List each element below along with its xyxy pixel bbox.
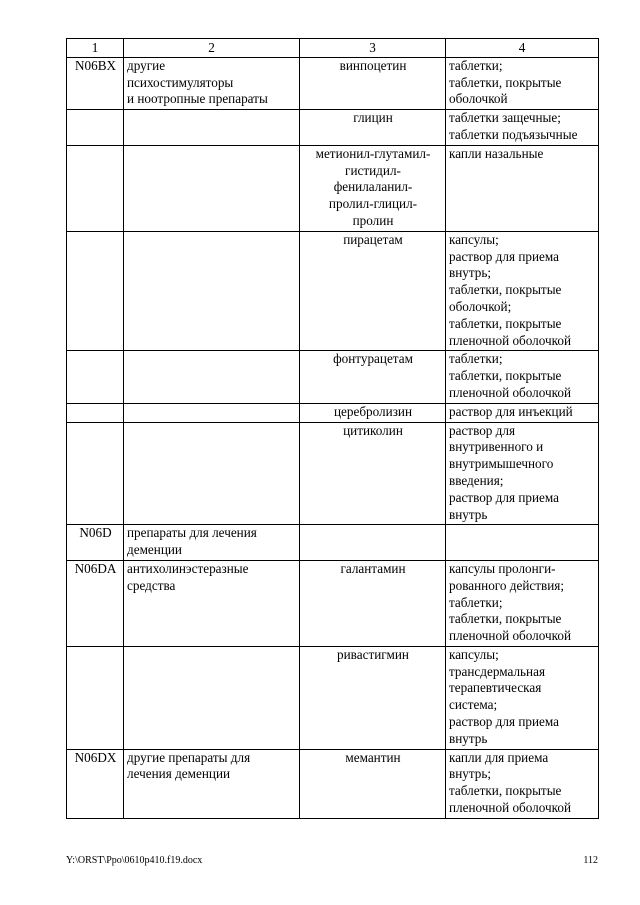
drug-name-line: мемантин (345, 749, 401, 765)
dosage-forms-line: таблетки, покрытые (449, 611, 562, 627)
atc-code-cell (67, 646, 124, 749)
drug-name-line: винпоцетин (339, 57, 407, 73)
atc-code-cell: N06DX (67, 749, 124, 818)
drug-name-line: метионил-глутамил- (315, 145, 431, 161)
atc-group-line: антихолинэстеразные (127, 560, 249, 576)
drug-table (66, 38, 599, 819)
dosage-forms-cell (446, 560, 599, 646)
dosage-forms-line: таблетки, покрытые (449, 315, 562, 331)
dosage-forms-line: таблетки, покрытые (449, 74, 562, 90)
table-row (67, 403, 599, 422)
table-row (67, 145, 599, 231)
drug-name-cell (300, 231, 446, 351)
table-row (67, 110, 599, 146)
atc-code-cell (67, 110, 124, 146)
atc-group-cell (124, 231, 300, 351)
dosage-forms-line: капли назальные (449, 145, 544, 161)
atc-group-cell (124, 749, 300, 818)
dosage-forms-line: введения; (449, 472, 504, 488)
atc-code-cell (67, 231, 124, 351)
atc-group-line: деменции (127, 542, 182, 558)
drug-name-cell (300, 560, 446, 646)
table-row (67, 646, 599, 749)
table-row (67, 351, 599, 403)
dosage-forms-line: раствор для приема (449, 489, 560, 505)
dosage-forms-line: таблетки; (449, 57, 503, 73)
dosage-forms-line: оболочкой (449, 91, 508, 107)
dosage-forms-line: раствор для приема (449, 248, 560, 264)
table-row (67, 749, 599, 818)
atc-group-cell (124, 422, 300, 525)
dosage-forms-line: трансдермальная (449, 663, 546, 679)
header-col-4: 4 (446, 39, 599, 58)
drug-name-cell (300, 145, 446, 231)
atc-group-line: другие (127, 57, 166, 73)
atc-group-cell (124, 145, 300, 231)
drug-name-line: гистидил- (345, 162, 401, 178)
drug-name-line: фонтурацетам (333, 351, 413, 367)
table-row (67, 422, 599, 525)
atc-code-cell: N06D (67, 525, 124, 561)
atc-group-cell (124, 110, 300, 146)
dosage-forms-line: капсулы пролонги- (449, 560, 556, 576)
atc-code-cell: N06DA (67, 560, 124, 646)
dosage-forms-line: система; (449, 697, 498, 713)
dosage-forms-cell (446, 749, 599, 818)
dosage-forms-line: пленочной оболочкой (449, 384, 572, 400)
dosage-forms-line: внутримышечного (449, 456, 554, 472)
dosage-forms-line: таблетки; (449, 351, 503, 367)
dosage-forms-line: пленочной оболочкой (449, 332, 572, 348)
dosage-forms-line: таблетки; (449, 594, 503, 610)
dosage-forms-line: раствор для инъекций (449, 403, 573, 419)
atc-group-line: препараты для лечения (127, 525, 257, 541)
atc-code-cell (67, 422, 124, 525)
dosage-forms-line: капсулы; (449, 231, 499, 247)
footer-page-number: 112 (583, 855, 598, 866)
dosage-forms-line: внутрь (449, 506, 488, 522)
drug-name-cell (300, 57, 446, 109)
dosage-forms-line: внутривенного и (449, 439, 544, 455)
atc-code-cell (67, 403, 124, 422)
dosage-forms-line: таблетки, покрытые (449, 282, 562, 298)
atc-group-cell (124, 351, 300, 403)
drug-name-line: глицин (353, 110, 393, 126)
dosage-forms-line: капсулы; (449, 646, 499, 662)
atc-group-line: и ноотропные препараты (127, 91, 268, 107)
dosage-forms-line: таблетки, покрытые (449, 783, 562, 799)
atc-group-line: лечения деменции (127, 766, 231, 782)
atc-group-line: другие препараты для (127, 749, 251, 765)
atc-group-cell (124, 646, 300, 749)
dosage-forms-cell (446, 145, 599, 231)
dosage-forms-line: таблетки подъязычные (449, 126, 578, 142)
drug-name-cell (300, 403, 446, 422)
dosage-forms-line: рованного действия; (449, 577, 565, 593)
drug-name-line: пирацетам (343, 231, 403, 247)
atc-group-cell (124, 57, 300, 109)
drug-name-cell (300, 525, 446, 561)
atc-group-cell (124, 560, 300, 646)
dosage-forms-line: таблетки защечные; (449, 110, 561, 126)
dosage-forms-line: капли для приема (449, 749, 549, 765)
drug-name-line: пролин (352, 212, 394, 228)
dosage-forms-cell (446, 646, 599, 749)
table-row (67, 231, 599, 351)
dosage-forms-cell (446, 351, 599, 403)
atc-group-cell (124, 525, 300, 561)
table-row (67, 525, 599, 561)
header-col-2: 2 (124, 39, 300, 58)
dosage-forms-cell (446, 403, 599, 422)
dosage-forms-line: внутрь (449, 730, 488, 746)
dosage-forms-line: терапевтическая (449, 680, 542, 696)
table-row (67, 560, 599, 646)
dosage-forms-line: внутрь; (449, 265, 492, 281)
drug-name-cell (300, 749, 446, 818)
drug-name-line: пролил-глицил- (328, 196, 418, 212)
dosage-forms-line: таблетки, покрытые (449, 368, 562, 384)
drug-name-line: церебролизин (333, 403, 413, 419)
drug-name-line: фенилаланил- (333, 179, 413, 195)
header-row (67, 39, 599, 58)
drug-name-line: галантамин (340, 560, 406, 576)
atc-code-cell (67, 351, 124, 403)
drug-name-line: цитиколин (343, 422, 403, 438)
atc-group-line: психостимуляторы (127, 74, 234, 90)
dosage-forms-line: пленочной оболочкой (449, 628, 572, 644)
dosage-forms-line: оболочкой; (449, 298, 512, 314)
dosage-forms-cell (446, 525, 599, 561)
dosage-forms-cell (446, 231, 599, 351)
atc-code-cell (67, 145, 124, 231)
drug-name-cell (300, 351, 446, 403)
drug-name-line: ривастигмин (337, 646, 409, 662)
dosage-forms-cell (446, 110, 599, 146)
drug-name-cell (300, 646, 446, 749)
dosage-forms-line: пленочной оболочкой (449, 800, 572, 816)
atc-group-cell (124, 403, 300, 422)
dosage-forms-cell (446, 57, 599, 109)
header-col-3: 3 (300, 39, 446, 58)
drug-name-cell (300, 422, 446, 525)
dosage-forms-line: раствор для приема (449, 714, 560, 730)
dosage-forms-line: внутрь; (449, 766, 492, 782)
drug-name-cell (300, 110, 446, 146)
atc-group-line: средства (127, 577, 176, 593)
dosage-forms-line: раствор для (449, 422, 516, 438)
table-row (67, 57, 599, 109)
dosage-forms-cell (446, 422, 599, 525)
footer-file-path: Y:\ORST\Ppo\0610p410.f19.docx (66, 855, 203, 866)
header-col-1: 1 (67, 39, 124, 58)
atc-code-cell: N06BX (67, 57, 124, 109)
